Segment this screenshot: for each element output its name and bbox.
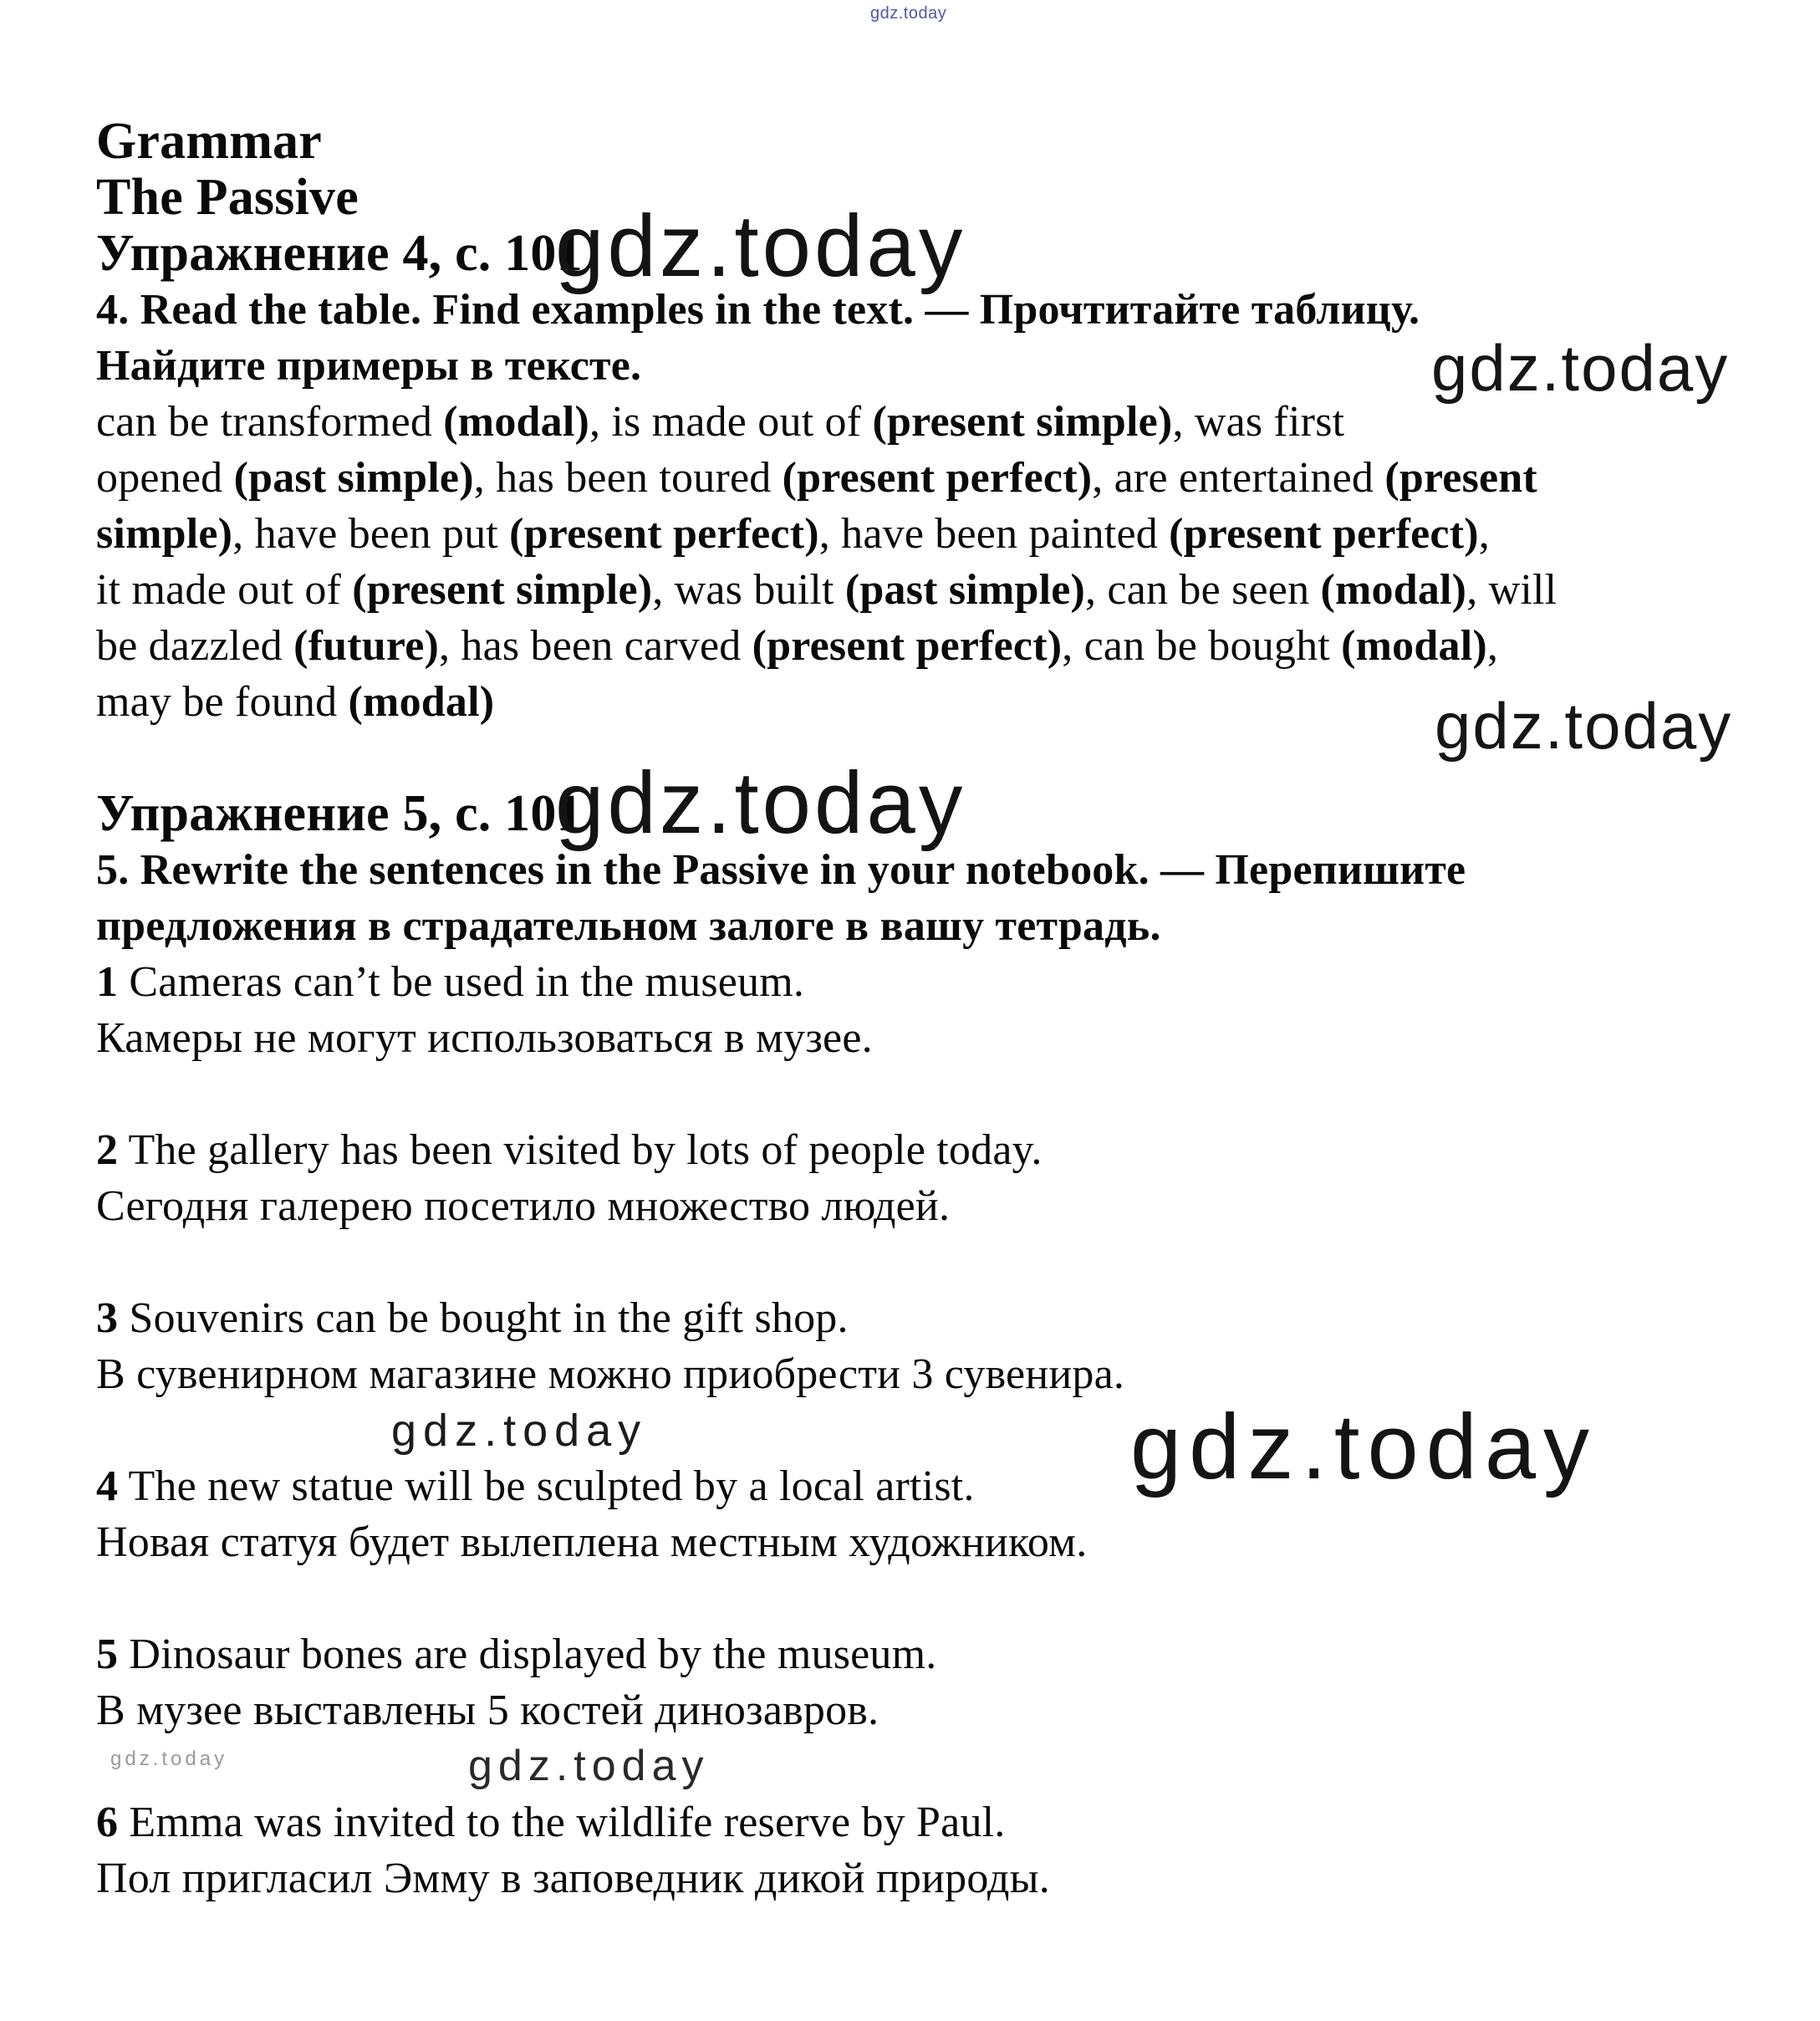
text-segment: Пол пригласил Эмму в заповедник дикой природы. <box>96 1855 1051 1902</box>
watermark-bottom-small-gray: gdz.today <box>110 1748 228 1770</box>
text-segment: , have been painted <box>818 510 1170 558</box>
watermark-exercise5-inline: gdz.today <box>555 754 966 852</box>
text-line-30 <box>96 1738 1768 1794</box>
text-segment: 2 <box>96 1126 119 1174</box>
watermark-mid-left: gdz.today <box>391 1406 648 1456</box>
text-segment: Сегодня галерею посетило множество людей. <box>96 1182 951 1230</box>
text-segment: предложения в страдательном залоге в вашу тетрадь. <box>96 902 1161 950</box>
text-segment: Cameras can’t be used in the museum. <box>118 958 805 1006</box>
text-line-32 <box>96 1850 1768 1906</box>
text-segment: may be found <box>96 678 349 726</box>
text-segment: The new statue will be sculpted by a local artist. <box>118 1462 975 1510</box>
text-segment: , can be seen <box>1085 566 1321 614</box>
text-segment: , have been put <box>232 510 510 558</box>
text-line-16 <box>96 954 1768 1010</box>
text-segment: it made out of <box>96 566 353 614</box>
text-segment: Grammar <box>96 113 322 170</box>
text-line-7 <box>96 450 1768 506</box>
text-line-15 <box>96 898 1768 954</box>
text-segment: , is made out of <box>589 398 873 446</box>
text-segment: В музее выставлены 5 костей динозавров. <box>96 1687 879 1734</box>
text-segment: 4 <box>96 1462 119 1510</box>
text-segment: (past simple) <box>844 566 1086 614</box>
text-segment: (future) <box>293 622 439 670</box>
text-segment: , has been carved <box>439 622 752 670</box>
text-line-27 <box>96 1570 1768 1626</box>
text-segment: (modal) <box>348 678 495 726</box>
text-line-9 <box>96 562 1768 618</box>
watermark-exercise4-inline: gdz.today <box>555 197 966 295</box>
text-segment: (present perfect) <box>782 454 1093 502</box>
text-segment: (modal) <box>1320 566 1467 614</box>
text-segment: (modal) <box>1341 622 1487 670</box>
text-line-23 <box>96 1346 1768 1402</box>
text-segment: , was built <box>652 566 845 614</box>
text-segment: 5. Rewrite the sentences in the Passive in your notebook. — Перепишите <box>96 846 1466 894</box>
text-segment: В сувенирном магазине можно приобрести 3 сувенира. <box>96 1350 1125 1398</box>
text-segment: Камеры не могут использоваться в музее. <box>96 1014 873 1062</box>
text-segment: (modal) <box>443 398 589 446</box>
text-segment: Emma was invited to the wildlife reserve by Paul. <box>118 1799 1006 1846</box>
text-segment: , will <box>1466 566 1557 614</box>
text-line-31 <box>96 1794 1768 1850</box>
text-segment: opened <box>96 454 234 502</box>
watermark-right-1: gdz.today <box>1431 331 1730 405</box>
text-line-18 <box>96 1066 1768 1122</box>
text-segment: 3 <box>96 1294 119 1342</box>
text-segment: 6 <box>96 1799 119 1846</box>
text-segment: , can be bought <box>1062 622 1342 670</box>
text-segment: Dinosaur bones are displayed by the museum. <box>118 1631 937 1678</box>
text-line-22 <box>96 1290 1768 1346</box>
text-segment: can be transformed <box>96 398 444 446</box>
text-line-26 <box>96 1514 1768 1570</box>
watermark-top-center: gdz.today <box>870 4 947 23</box>
text-line-20 <box>96 1178 1768 1234</box>
text-segment: Найдите примеры в тексте. <box>96 342 642 390</box>
text-segment: , are entertained <box>1092 454 1385 502</box>
text-segment: 5 <box>96 1631 119 1678</box>
text-segment: Упражнение 5, с. 101 <box>96 785 583 842</box>
text-segment: simple) <box>96 510 233 558</box>
text-segment: 4. Read the table. Find examples in the text. — Прочтитайте таблицу. <box>96 286 1420 334</box>
text-line-1 <box>96 114 1768 170</box>
watermark-bottom-center: gdz.today <box>468 1742 710 1790</box>
text-segment: (present simple) <box>872 398 1173 446</box>
text-line-17 <box>96 1010 1768 1066</box>
text-segment: (present perfect) <box>1169 510 1479 558</box>
text-segment: Упражнение 4, с. 101 <box>96 225 583 282</box>
text-line-28 <box>96 1626 1768 1682</box>
text-segment: , <box>1478 510 1490 558</box>
text-segment: (present perfect) <box>752 622 1063 670</box>
text-segment: , has been toured <box>473 454 783 502</box>
text-segment: The gallery has been visited by lots of people today. <box>118 1126 1043 1174</box>
text-segment: (present perfect) <box>509 510 819 558</box>
text-segment: The Passive <box>96 169 359 226</box>
text-line-19 <box>96 1122 1768 1178</box>
text-segment: (past simple) <box>233 454 474 502</box>
text-segment: Новая статуя будет вылеплена местным художником. <box>96 1518 1088 1566</box>
text-line-29 <box>96 1682 1768 1738</box>
text-line-8 <box>96 506 1768 562</box>
text-segment: (present <box>1384 454 1537 502</box>
text-line-21 <box>96 1234 1768 1290</box>
text-segment: , was first <box>1172 398 1345 446</box>
text-segment: 1 <box>96 958 119 1006</box>
watermark-right-2: gdz.today <box>1435 689 1733 763</box>
text-line-10 <box>96 618 1768 674</box>
text-segment: , <box>1486 622 1499 670</box>
watermark-mid-right-large: gdz.today <box>1130 1396 1598 1498</box>
text-segment: be dazzled <box>96 622 294 670</box>
text-segment: (present simple) <box>352 566 653 614</box>
text-segment: Souvenirs can be bought in the gift shop. <box>118 1294 849 1342</box>
